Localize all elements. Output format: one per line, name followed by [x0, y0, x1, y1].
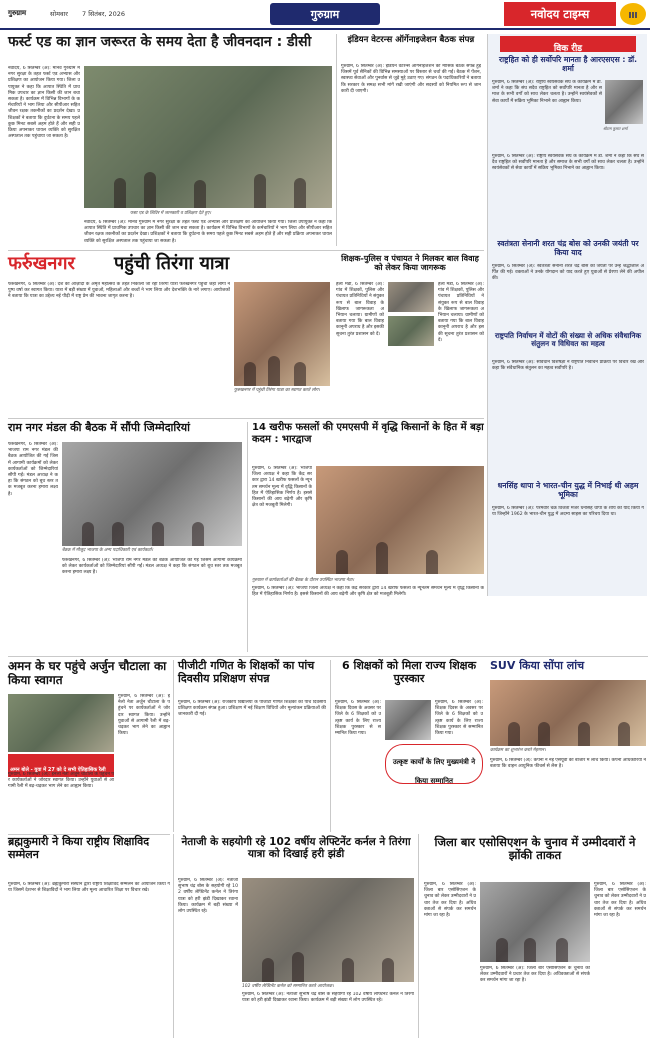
suv-photo [490, 680, 646, 746]
awards-headline: 6 शिक्षकों को मिला राज्य शिक्षक पुरस्कार [341, 659, 477, 685]
farrukhnagar-photo [234, 282, 330, 386]
ramnagar-body-2: फर्रुखनगर, 6 सितम्बर (अ): भाजपा राम नगर मंडल की बैठक आयोजित की गई जिसमें आगामी कार्यक्रमों को लेकर कार्यकर्ताओं को जिम्मेदारियां सौंपी गईं। मंडल अध्यक्ष ने कहा कि संगठन को बूथ स्तर तक मजबूत करना हमारा लक्ष्य है। [62, 558, 242, 576]
sidebar-item1-body: गुरुग्राम, 6 सितम्बर (अ): राष्ट्रीय स्वयंसेवक संघ के कार्यक्रम में डॉ. शर्मा ने कहा कि संघ सदैव राष्ट्रहित को सर्वोपरि मानता है और समाज के सभी वर्गों को साथ लेकर चलता है। उन्होंने स्वयंसेवकों से सेवा कार्यों में सक्रिय भूमिका निभाने का आह्वान किया। [492, 80, 602, 104]
sidebar [487, 34, 647, 596]
brahmakumari-body: गुरुग्राम, 6 सितम्बर (अ): ब्रह्मकुमारी संस्थान द्वारा राष्ट्रीय शिक्षाविद सम्मेलन का आयोजन किया गया जिसमें देशभर से शिक्षाविदों ने भाग लिया और मूल्य आधारित शिक्षा पर विचार रखे। [8, 882, 170, 894]
firstaid-photo [84, 66, 332, 208]
masthead-city: गुरुग्राम [8, 9, 27, 17]
farrukhnagar-headline-red: फर्रुखनगर [8, 253, 75, 274]
masthead-day: सोमवार [50, 10, 68, 18]
netaji-caption: 102 वर्षीय लेफ्टिनेंट कर्नल को सम्मानित करते आयोजक। [242, 984, 334, 989]
sidebar-item3-body: गुरुग्राम, 6 सितम्बर (अ): संविधान विशेषज्ञों ने राष्ट्रपति निर्वाचन प्रक्रिया पर विचार रखे और कहा कि संवैधानिक संतुलन का महत्व सर्वोपरि है। [492, 360, 644, 372]
msp-body: गुरुग्राम, 6 सितम्बर (अ): भाजपा जिला अध्यक्ष ने कहा कि केंद्र सरकार द्वारा 14 खरीफ फसलों के न्यूनतम समर्थन मूल्य में वृद्धि किसानों के हित में ऐतिहासिक निर्णय है। इससे किसानों की आय बढ़ेगी और कृषि क्षेत्र को मजबूती मिलेगी। [252, 466, 312, 509]
farrukhnagar-caption: फुरुखनगर में पहुंची तिरंगा यात्रा का स्वागत करते लोग। [234, 388, 320, 393]
sidebar-item1-headline: राष्ट्रहित को ही सर्वोपरि मानता है आरएसएस : डॉ. शर्मा [498, 55, 638, 73]
awareness-photo-2 [388, 316, 434, 346]
firstaid-body-1: नवोदय, 6 सितम्बर (अ): मानव गुरुग्राम में नगर सुरक्षा के तहत फर्स्ट एड अभ्यास और प्रशिक्षण का आयोजन किया गया। जिला उपायुक्त ने कहा कि आपात स्थिति में प्राथमिक उपचार का ज्ञान किसी की जान बचा सकता है। कार्यक्रम में विभिन्न विभागों के कर्मचारियों ने भाग लिया और सीपीआर सहित जीवन रक्षक तकनीकों का प्रदर्शन देखा। प्रशिक्षकों ने बताया कि दुर्घटना के समय पहले कुछ मिनट सबसे अहम होते हैं और सही प्रक्रिया अपनाकर घायल व्यक्ति को सुरक्षित अस्पताल तक पहुंचाया जा सकता है। [8, 66, 80, 140]
bar-body: गुरुग्राम, 6 सितम्बर (अ): जिला बार एसोसिएशन के चुनाव को लेकर उम्मीदवारों ने प्रचार तेज कर दिया है। अधिवक्ताओं से संपर्क कर समर्थन मांगा जा रहा है। [424, 882, 476, 919]
brand-name: नवोदय टाइम्स [530, 7, 590, 21]
firstaid-body-2: नवोदय, 6 सितम्बर (अ): मानव गुरुग्राम में नगर सुरक्षा के तहत फर्स्ट एड अभ्यास और प्रशिक्षण का आयोजन किया गया। जिला उपायुक्त ने कहा कि आपात स्थिति में प्राथमिक उपचार का ज्ञान किसी की जान बचा सकता है। कार्यक्रम में विभिन्न विभागों के कर्मचारियों ने भाग लिया और सीपीआर सहित जीवन रक्षक तकनीकों का प्रदर्शन देखा। प्रशिक्षकों ने बताया कि दुर्घटना के समय पहले कुछ मिनट सबसे अहम होते हैं और सही प्रक्रिया अपनाकर घायल व्यक्ति को सुरक्षित अस्पताल तक पहुंचाया जा सकता है। [84, 220, 332, 244]
arjun-body-2: गुरुग्राम, 6 सितम्बर (अ): इनेलो नेता अर्जुन चौटाला के पहुंचने पर कार्यकर्ताओं ने जोरदार स्वागत किया। उन्होंने युवाओं से आगामी रैली में बढ़-चढ़कर भाग लेने का आह्वान किया। [118, 694, 170, 737]
msp-body-2: गुरुग्राम, 6 सितम्बर (अ): भाजपा जिला अध्यक्ष ने कहा कि केंद्र सरकार द्वारा 14 खरीफ फसलों के न्यूनतम समर्थन मूल्य में वृद्धि किसानों के हित में ऐतिहासिक निर्णय है। इससे किसानों की आय बढ़ेगी और कृषि क्षेत्र को मजबूती मिलेगी। [252, 586, 484, 598]
section-badge [270, 3, 380, 25]
bar-body-2: गुरुग्राम, 6 सितम्बर (अ): जिला बार एसोसिएशन के चुनाव को लेकर उम्मीदवारों ने प्रचार तेज कर दिया है। अधिवक्ताओं से संपर्क कर समर्थन मांगा जा रहा है। [594, 882, 646, 919]
ramnagar-body: फर्रुखनगर, 6 सितम्बर (अ): भाजपा राम नगर मंडल की बैठक आयोजित की गई जिसमें आगामी कार्यक्रमों को लेकर कार्यकर्ताओं को जिम्मेदारियां सौंपी गईं। मंडल अध्यक्ष ने कहा कि संगठन को बूथ स्तर तक मजबूत करना हमारा लक्ष्य है। [8, 442, 58, 497]
sidebar-item2-headline: स्वतंत्रता सेनानी शरत चंद्र बोस को उनकी जयंती पर किया याद [497, 239, 639, 257]
firstaid-caption: फस्ट एड के शिविर में जानकारी व प्रशिक्षण देते हुए। [130, 211, 212, 216]
msp-caption: गुरुग्राम में कार्यकर्ताओं की बैठक के दौरान उपस्थित भाजपा नेता। [252, 578, 355, 583]
suv-caption: कार्यक्रम का शुभारंभ करते मेहमान। [490, 748, 546, 753]
sidebar-item4-headline: धनसिंह थापा ने भारत-चीन युद्ध में निभाई थी अहम भूमिका [497, 481, 639, 499]
netaji-body: गुरुग्राम, 6 सितम्बर (अ): नेताजी सुभाष चंद्र बोस के सहयोगी रहे 102 वर्षीय लेफ्टिनेंट कर्नल ने तिरंगा यात्रा को हरी झंडी दिखाकर रवाना किया। कार्यक्रम में बड़ी संख्या में लोग उपस्थित रहे। [178, 878, 238, 915]
arjun-tag: अमन बोले - युवा में 27 को दे सभी ऐतिहासिक रैली [8, 754, 114, 777]
bar-body-3: गुरुग्राम, 6 सितम्बर (अ): जिला बार एसोसिएशन के चुनाव को लेकर उम्मीदवारों ने प्रचार तेज कर दिया है। अधिवक्ताओं से संपर्क कर समर्थन मांगा जा रहा है। [480, 966, 590, 984]
ramnagar-photo [62, 442, 242, 546]
awards-body: गुरुग्राम, 6 सितम्बर (अ): शिक्षक दिवस के अवसर पर जिले के 6 शिक्षकों को उत्कृष्ट कार्य के लिए राज्य शिक्षक पुरस्कार से सम्मानित किया गया। [335, 700, 381, 737]
firstaid-headline: फर्स्ट एड का ज्ञान जरूरत के समय देता है जीवनदान : डीसी [8, 34, 312, 50]
brahmakumari-headline: ब्रह्मकुमारी ने किया राष्ट्रीय शिक्षाविद सम्मेलन [8, 835, 150, 861]
sidebar-item2-body: गुरुग्राम, 6 सितम्बर (अ): स्वतंत्रता सेनानी शरत चंद्र बोस की जयंती पर उन्हें श्रद्धांजलि अर्पित की गई। वक्ताओं ने उनके योगदान को याद करते हुए युवाओं से प्रेरणा लेने की अपील की। [492, 264, 644, 282]
suv-headline: SUV किया सोंपा लांच [490, 659, 585, 672]
netaji-photo [242, 878, 414, 982]
veterans-body: गुरुग्राम, 6 सितम्बर (अ): इंडियन वेटरन्स ऑर्गेनाइजेशन की मासिक बैठक संपन्न हुई जिसमें पूर्व सैनिकों की विभिन्न समस्याओं पर विस्तार से चर्चा की गई। बैठक में पेंशन, स्वास्थ्य सेवाओं और पुनर्वास से जुड़े मुद्दे उठाए गए। संगठन के पदाधिकारियों ने बताया कि सरकार के समक्ष सभी मांगें रखी जाएंगी और सदस्यों को नियमित रूप से जानकारी दी जाएगी। [341, 64, 481, 94]
netaji-body-2: गुरुग्राम, 6 सितम्बर (अ): नेताजी सुभाष चंद्र बोस के सहयोगी रहे 102 वर्षीय लेफ्टिनेंट कर्नल ने तिरंगा यात्रा को हरी झंडी दिखाकर रवाना किया। कार्यक्रम में बड़ी संख्या में लोग उपस्थित रहे। [242, 992, 414, 1004]
section-title: गुरुग्राम [310, 8, 340, 21]
awards-quote: उत्कृष्ट कार्यों के लिए मुख्यमंत्री ने किया सम्मानित [385, 744, 483, 784]
farrukhnagar-body: फर्रुखनगर, 6 सितम्बर (अ): देश की आज़ादी के अमृत महोत्सव के तहत निकाली जा रही तिरंगा यात्रा फर्रुखनगर पहुंची जहां लोगों ने पुष्प वर्षा कर स्वागत किया। यात्रा में बड़ी संख्या में युवाओं, महिलाओं और बच्चों ने भाग लिया और देशभक्ति के नारे लगाए। आयोजकों ने बताया कि यात्रा का उद्देश्य नई पीढ़ी में राष्ट्र प्रेम की भावना जागृत करना है। [8, 282, 230, 300]
msp-photo [316, 466, 484, 574]
msp-headline: 14 खरीफ फसलों की एमएसपी में वृद्धि किसानों के हित में बड़ा कदम : भारद्वाज [252, 422, 484, 445]
sidebar-tag: विक रीड [500, 36, 636, 52]
bar-headline: जिला बार एसोसिएशन के चुनाव में उम्मीदवारों ने झोंकी ताकत [434, 835, 636, 863]
pgt-headline: पीजीटी गणित के शिक्षकों का पांच दिवसीय प्रशिक्षण संपन्न [178, 659, 315, 685]
veterans-headline: इंडियन वेटरन्स ऑर्गेनाइजेशन बैठक संपन्न [347, 35, 475, 45]
awareness-body-2: हेली मंडी, 6 सितम्बर (अ): गांव में शिक्षकों, पुलिस और पंचायत प्रतिनिधियों ने संयुक्त रूप से बाल विवाह के खिलाफ जागरूकता अभियान चलाया। ग्रामीणों को बताया गया कि बाल विवाह कानूनी अपराध है और इसकी सूचना तुरंत प्रशासन को दें। [438, 282, 484, 343]
masthead [0, 0, 650, 30]
brand-block [504, 2, 616, 26]
arjun-photo [8, 694, 114, 752]
netaji-headline: नेताजी के सहयोगी रहे 102 वर्षीय लेफ्टिनेंट कर्नल ने तिरंगा यात्रा को दिखाई हरी झंडी [181, 836, 411, 861]
ramnagar-caption: बैठक में मौजूद भाजपा के अन्य पदाधिकारी एवं कार्यकर्ता। [62, 548, 154, 553]
page-number: III [620, 3, 646, 25]
awareness-photo-1 [388, 282, 434, 312]
awards-photo [385, 700, 431, 740]
sidebar-item3-headline: राष्ट्रपति निर्वाचन में वोटों की संख्या से अधिक संवैधानिक संतुलन व विधिवत का महत्व [494, 331, 642, 349]
ramnagar-headline: राम नगर मंडल की बैठक में सौंपी जिम्मेदारियां [8, 421, 190, 434]
awards-body-2: गुरुग्राम, 6 सितम्बर (अ): शिक्षक दिवस के अवसर पर जिले के 6 शिक्षकों को उत्कृष्ट कार्य के लिए राज्य शिक्षक पुरस्कार से सम्मानित किया गया। [435, 700, 483, 737]
masthead-date: 7 सितंबर, 2026 [82, 10, 126, 18]
farrukhnagar-headline: पहुंची तिरंगा यात्रा [114, 253, 230, 274]
suv-body: गुरुग्राम, 6 सितम्बर (अ): कंपनी ने नई एसयूवी को बाजार में लांच किया। कंपनी अधिकारियों ने बताया कि वाहन आधुनिक फीचर्स से लैस है। [490, 758, 646, 770]
author-photo [605, 80, 643, 124]
author-name: श्रीराम कुमार शर्मा [603, 126, 628, 131]
arjun-body: गुरुग्राम, 6 सितम्बर (अ): इनेलो नेता अर्जुन चौटाला के पहुंचने पर कार्यकर्ताओं ने जोरदार स्वागत किया। उन्होंने युवाओं से आगामी रैली में बढ़-चढ़कर भाग लेने का आह्वान किया। [8, 772, 114, 790]
sidebar-item4-body: गुरुग्राम, 6 सितम्बर (अ): परमवीर चक्र विजेता मेजर धनसिंह थापा के शौर्य को याद किया गया जिन्होंने 1962 के भारत-चीन युद्ध में अदम्य साहस का परिचय दिया था। [492, 506, 644, 518]
awareness-headline: शिक्षक-पुलिस व पंचायत ने मिलकर बाल विवाह को लेकर किया जागरूक [341, 254, 479, 273]
sidebar-item1-body-2: गुरुग्राम, 6 सितम्बर (अ): राष्ट्रीय स्वयंसेवक संघ के कार्यक्रम में डॉ. शर्मा ने कहा कि संघ सदैव राष्ट्रहित को सर्वोपरि मानता है और समाज के सभी वर्गों को साथ लेकर चलता है। उन्होंने स्वयंसेवकों से सेवा कार्यों में सक्रिय भूमिका निभाने का आह्वान किया। [492, 154, 644, 172]
pgt-body: गुरुग्राम, 6 सितम्बर (अ): राजकीय विद्यालयों के पीजीटी गणित शिक्षकों का पांच दिवसीय प्रशिक्षण कार्यक्रम संपन्न हुआ। प्रशिक्षण में नई शिक्षण विधियों और मूल्यांकन प्रक्रियाओं की जानकारी दी गई। [178, 700, 326, 718]
arjun-headline: अमन के घर पहुंचे अर्जुन चौटाला का किया स्वागत [8, 659, 167, 687]
bar-photo [480, 882, 590, 962]
awareness-body: हेली मंडी, 6 सितम्बर (अ): गांव में शिक्षकों, पुलिस और पंचायत प्रतिनिधियों ने संयुक्त रूप से बाल विवाह के खिलाफ जागरूकता अभियान चलाया। ग्रामीणों को बताया गया कि बाल विवाह कानूनी अपराध है और इसकी सूचना तुरंत प्रशासन को दें। [336, 282, 384, 337]
